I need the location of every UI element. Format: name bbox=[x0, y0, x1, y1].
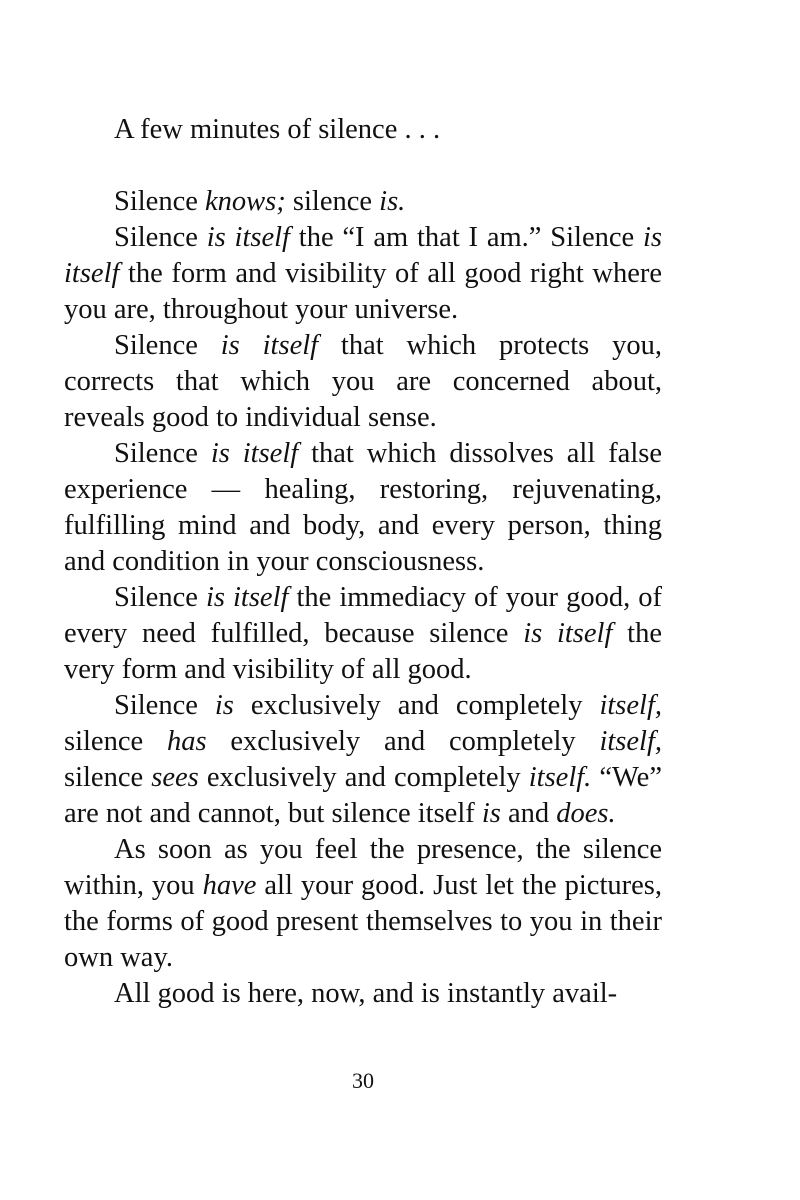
paragraph bbox=[64, 328, 662, 436]
text-run: the “I am that I am.” Silence bbox=[289, 222, 643, 253]
italic-run: is itself bbox=[523, 618, 613, 649]
body-text bbox=[64, 112, 662, 1012]
text-run: silence bbox=[285, 186, 380, 217]
italic-run: is itself bbox=[206, 222, 290, 253]
italic-run: is itself bbox=[210, 438, 299, 469]
italic-run: is itself bbox=[205, 582, 289, 613]
paragraph bbox=[64, 976, 662, 1012]
text-run: that which dissolves all false experience — healing, restoring, rejuvenating, fulfilling mind and body, and every person, thing and condition in your consciousness. bbox=[64, 438, 662, 577]
text-run: Silence bbox=[114, 330, 221, 361]
italic-run: is itself bbox=[64, 222, 662, 289]
italic-run: itself. bbox=[528, 762, 592, 793]
text-run: Silence bbox=[114, 582, 206, 613]
text-run: Silence bbox=[114, 438, 211, 469]
text-run: the very form and visibility of all good. bbox=[64, 618, 662, 685]
text-run: silence bbox=[64, 726, 167, 757]
italic-run: is bbox=[214, 690, 234, 721]
paragraph bbox=[64, 580, 662, 688]
text-run: and bbox=[500, 798, 557, 829]
text-run: the immediacy of your good, of every need fulfilled, because silence bbox=[64, 582, 662, 649]
text-run: silence bbox=[64, 762, 152, 793]
text-run: “We” are not and cannot, but silence itself bbox=[64, 762, 662, 829]
italic-run: has bbox=[166, 726, 207, 757]
text-run: the form and visibility of all good right where you are, throughout your universe. bbox=[64, 258, 662, 325]
text-run: that which protects you, corrects that which you are concerned about, reveals good to individual sense. bbox=[64, 330, 662, 433]
italic-run: sees bbox=[151, 762, 199, 793]
text-run: Silence bbox=[114, 690, 215, 721]
text-run: exclusively and completely bbox=[206, 726, 600, 757]
paragraph bbox=[64, 220, 662, 328]
italic-run: knows; bbox=[205, 186, 286, 217]
text-run: exclusively and completely bbox=[198, 762, 529, 793]
paragraph bbox=[64, 832, 662, 976]
text-run: all your good. Just let the pictures, the forms of good present themselves to you in their own way. bbox=[64, 870, 662, 973]
lead-line: A few minutes of silence . . . bbox=[114, 114, 441, 145]
italic-run: is. bbox=[379, 186, 406, 217]
text-run: Silence bbox=[114, 222, 207, 253]
text-run: As soon as you feel the presence, the silence within, you bbox=[64, 834, 662, 901]
paragraph bbox=[64, 436, 662, 580]
italic-run: does. bbox=[556, 798, 616, 829]
text-run: All good is here, now, and is instantly avail- bbox=[114, 978, 618, 1009]
paragraph bbox=[64, 184, 662, 220]
italic-run: itself, bbox=[599, 726, 662, 757]
italic-run: itself, bbox=[599, 690, 662, 721]
page-number: 30 bbox=[352, 1068, 374, 1093]
italic-run: have bbox=[202, 870, 257, 901]
text-run: Silence bbox=[114, 186, 206, 217]
italic-run: is itself bbox=[220, 330, 319, 361]
paragraph bbox=[64, 688, 662, 832]
text-run: exclusively and completely bbox=[233, 690, 600, 721]
italic-run: is bbox=[481, 798, 501, 829]
